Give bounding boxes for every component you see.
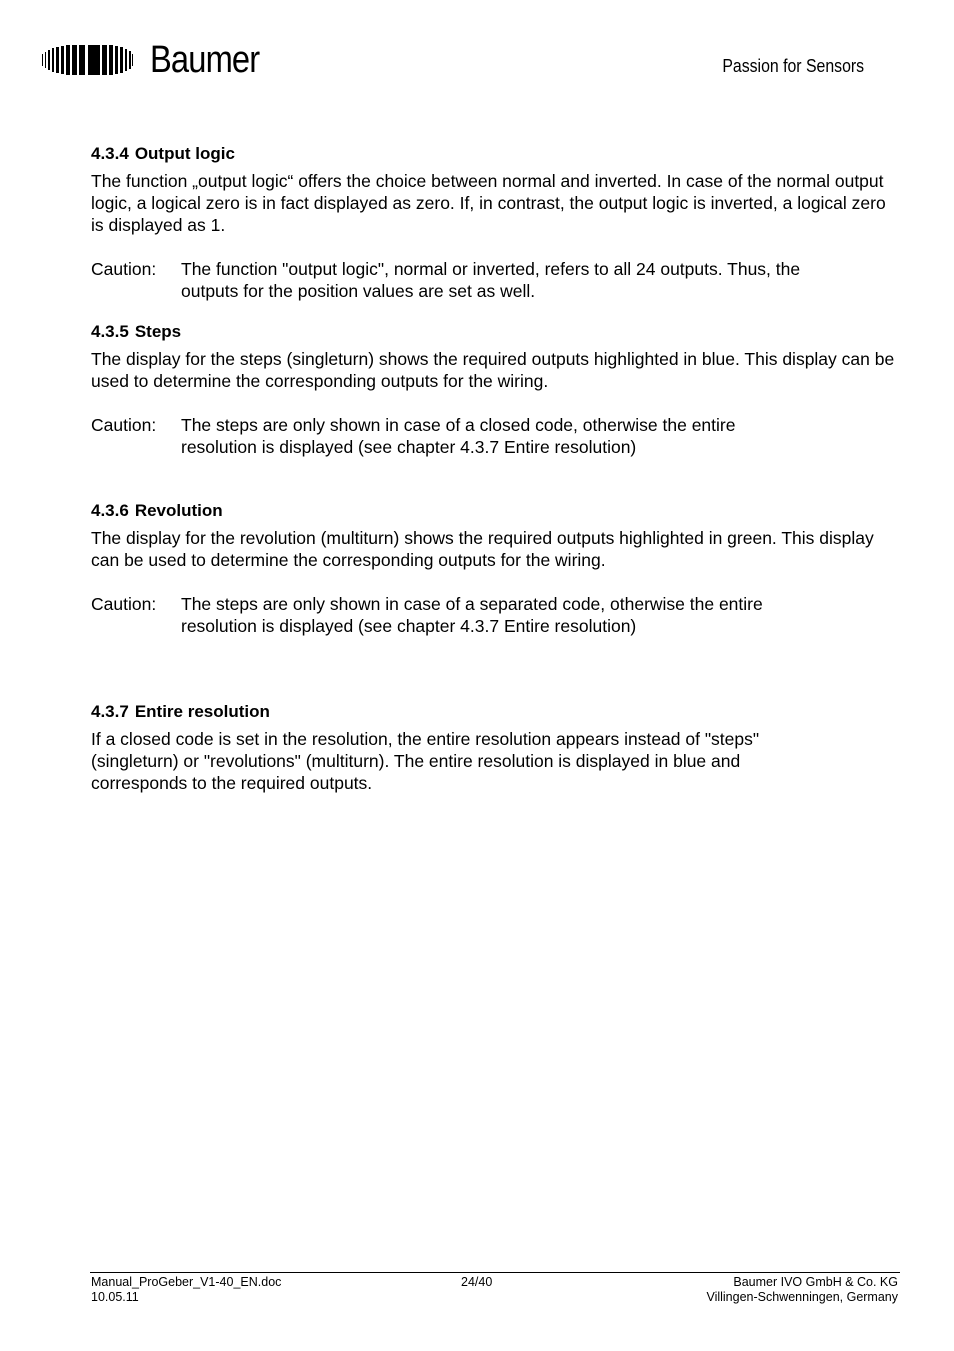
- section-heading: [91, 701, 901, 723]
- section-title: Revolution: [134, 501, 223, 520]
- section-number: 4.3.6: [91, 501, 129, 520]
- tagline: Passion for Sensors: [722, 56, 864, 76]
- footer-page-number: 24/40: [461, 1275, 493, 1289]
- baumer-logo: [42, 39, 277, 81]
- section-paragraph: If a closed code is set in the resolution, the entire resolution appears instead of "steps" (singleturn) or "revolutions" (multiturn). The entire resolution is displayed in blue and corresponds to the required outputs.: [91, 729, 760, 793]
- footer-location: Villingen-Schwenningen, Germany: [706, 1290, 898, 1304]
- caution-note: [91, 593, 901, 637]
- caution-label: Caution:: [91, 594, 157, 614]
- caution-label: Caution:: [91, 259, 157, 279]
- caution-text: The function "output logic", normal or inverted, refers to all 24 outputs. Thus, the outputs for the position values are set as well.: [181, 259, 801, 301]
- footer-divider: [90, 1272, 900, 1273]
- section-title: Output logic: [134, 144, 235, 163]
- footer-company: Baumer IVO GmbH & Co. KG: [733, 1275, 898, 1289]
- section-paragraph: The display for the steps (singleturn) shows the required outputs highlighted in blue. This display can be used to determine the corresponding outputs for the wiring.: [91, 349, 895, 391]
- document-body: [91, 143, 901, 794]
- caution-note: [91, 258, 901, 302]
- section-number: 4.3.7: [91, 702, 129, 721]
- section-number: 4.3.5: [91, 322, 129, 341]
- section-heading: [91, 143, 901, 165]
- caution-label: Caution:: [91, 415, 157, 435]
- footer-filename: Manual_ProGeber_V1-40_EN.doc: [91, 1275, 282, 1289]
- caution-text: The steps are only shown in case of a separated code, otherwise the entire resolution is displayed (see chapter 4.3.7 Entire resolution): [181, 594, 763, 636]
- brand-name: Baumer: [150, 39, 260, 81]
- section-paragraph: The display for the revolution (multiturn) shows the required outputs highlighted in green. This display can be used to determine the corresponding outputs for the wiring.: [91, 528, 874, 570]
- section-paragraph: The function „output logic“ offers the choice between normal and inverted. In case of the normal output logic, a logical zero is in fact displayed as zero. If, in contrast, the output logic is inverted, a logical zero is displayed as 1.: [91, 171, 886, 235]
- section-heading: [91, 321, 901, 343]
- logo-mark-icon: [42, 45, 134, 75]
- section-heading: [91, 500, 901, 522]
- footer-right: [706, 1275, 898, 1305]
- caution-note: [91, 414, 901, 458]
- section-title: Steps: [134, 322, 182, 341]
- section-number: 4.3.4: [91, 144, 129, 163]
- footer-date: 10.05.11: [91, 1290, 139, 1304]
- caution-text: The steps are only shown in case of a closed code, otherwise the entire resolution is displayed (see chapter 4.3.7 Entire resolution): [181, 415, 736, 457]
- section-title: Entire resolution: [134, 702, 270, 721]
- footer-left: [91, 1275, 281, 1305]
